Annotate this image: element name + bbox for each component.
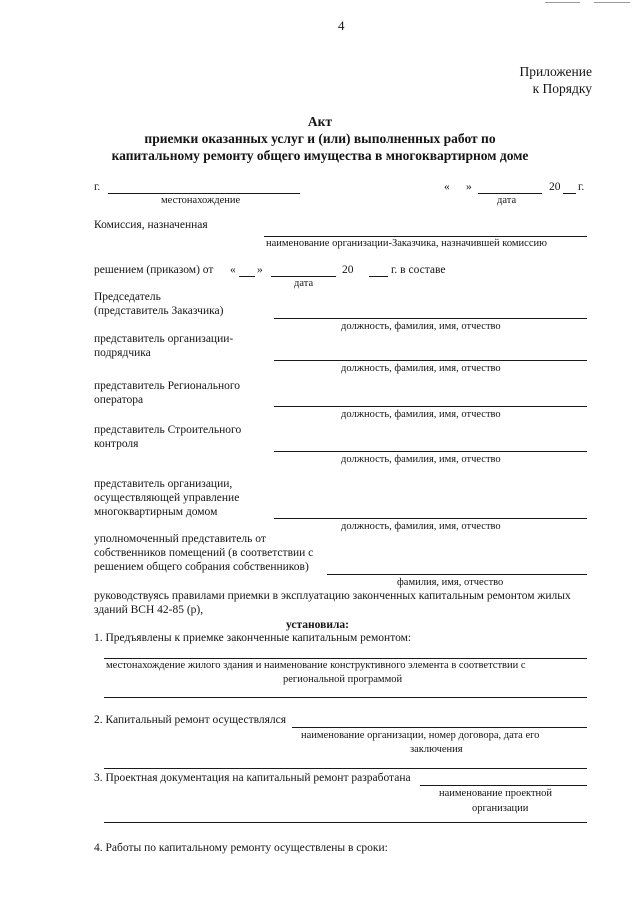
item-1-caption-1: местонахождение жилого здания и наименование конструктивного элемента в соответствии с [106, 660, 526, 671]
date-quote-close: » [466, 181, 472, 193]
member-owners-caption: фамилия, имя, отчество [397, 577, 504, 588]
member-owners-line-1: уполномоченный представитель от [94, 533, 266, 545]
member-contractor-line-1: представитель организации- [94, 333, 234, 345]
location-field[interactable] [108, 193, 300, 194]
decision-day-field[interactable] [239, 276, 255, 277]
location-caption: местонахождение [161, 195, 241, 206]
member-regional-caption: должность, фамилия, имя, отчество [341, 409, 501, 420]
appendix-line-1: Приложение [519, 64, 592, 79]
date-field[interactable] [478, 193, 542, 194]
commission-label: Комиссия, назначенная [94, 219, 208, 231]
item-2-caption-2: заключения [410, 744, 463, 755]
established-heading: установила: [286, 619, 349, 631]
member-management-line-2: осуществляющей управление [94, 492, 240, 504]
item-2-text: 2. Капитальный ремонт осуществлялся [94, 714, 287, 726]
item-3-caption-1: наименование проектной [439, 788, 553, 799]
item-3-field-extra[interactable] [104, 822, 587, 823]
guidance-line-1: руководствуясь правилами приемки в эксплуатацию законченных капитальным ремонтом жилых [94, 590, 571, 602]
item-2-caption-1: наименование организации, номер договора, дата его [301, 730, 540, 741]
member-owners-field[interactable] [327, 574, 587, 575]
member-chairman-caption: должность, фамилия, имя, отчество [341, 321, 501, 332]
member-owners-line-2: собственников помещений (в соответствии с [94, 547, 314, 559]
item-1-caption-2: региональной программой [283, 674, 403, 685]
guidance-line-2: зданий ВСН 42-85 (р), [94, 604, 204, 616]
page-number: 4 [338, 18, 345, 33]
item-1-text: 1. Предъявлены к приемке законченные капитальным ремонтом: [94, 632, 412, 644]
member-contractor-line-2: подрядчика [94, 347, 151, 359]
member-management-caption: должность, фамилия, имя, отчество [341, 521, 501, 532]
member-management-line-1: представитель организации, [94, 478, 233, 490]
member-owners-line-3: решением общего собрания собственников) [94, 561, 309, 573]
member-chairman-line-2: (представитель Заказчика) [94, 305, 224, 317]
member-construction-caption: должность, фамилия, имя, отчество [341, 454, 501, 465]
member-regional-field[interactable] [274, 406, 587, 407]
member-construction-line-1: представитель Строительного [94, 424, 242, 436]
decision-quote-open: « [230, 264, 236, 276]
decision-suffix: г. в составе [391, 264, 446, 276]
item-3-text: 3. Проектная документация на капитальный ремонт разработана [94, 772, 411, 784]
member-management-line-3: многоквартирным домом [94, 506, 218, 518]
member-chairman-line-1: Председатель [94, 291, 161, 303]
decision-year-prefix: 20 [342, 264, 354, 276]
item-1-field-extra[interactable] [104, 697, 587, 698]
document-title: Акт [307, 114, 333, 129]
decision-quote-close: » [257, 264, 263, 276]
commission-org-field[interactable] [264, 236, 587, 237]
commission-org-caption: наименование организации-Заказчика, назначившей комиссию [266, 238, 547, 249]
scan-mark [545, 2, 580, 3]
member-management-field[interactable] [274, 518, 587, 519]
year-field[interactable] [563, 193, 576, 194]
year-suffix: г. [578, 181, 585, 193]
item-2-field-extra[interactable] [104, 768, 587, 769]
document-subtitle-2: капитальному ремонту общего имущества в многоквартирном доме [111, 148, 529, 163]
member-chairman-field[interactable] [274, 318, 587, 319]
member-regional-line-1: представитель Регионального [94, 380, 241, 392]
member-construction-field[interactable] [274, 451, 587, 452]
item-3-caption-2: организации [472, 803, 529, 814]
item-2-field[interactable] [292, 727, 587, 728]
member-contractor-caption: должность, фамилия, имя, отчество [341, 363, 501, 374]
member-contractor-field[interactable] [274, 360, 587, 361]
member-construction-line-2: контроля [94, 438, 139, 450]
decision-month-field[interactable] [271, 276, 336, 277]
item-1-field[interactable] [104, 658, 587, 659]
item-4-text: 4. Работы по капитальному ремонту осуществлены в сроки: [94, 842, 388, 854]
year-prefix: 20 [549, 181, 561, 193]
decision-year-field[interactable] [369, 276, 388, 277]
appendix-line-2: к Порядку [532, 81, 592, 96]
date-quote-open: « [444, 181, 450, 193]
decision-date-caption: дата [294, 278, 314, 289]
city-prefix: г. [94, 181, 101, 193]
decision-label: решением (приказом) от [94, 264, 214, 276]
document-subtitle-1: приемки оказанных услуг и (или) выполненных работ по [144, 131, 496, 146]
date-caption: дата [497, 195, 517, 206]
member-regional-line-2: оператора [94, 394, 144, 406]
scan-mark [594, 2, 630, 3]
item-3-field[interactable] [420, 785, 587, 786]
